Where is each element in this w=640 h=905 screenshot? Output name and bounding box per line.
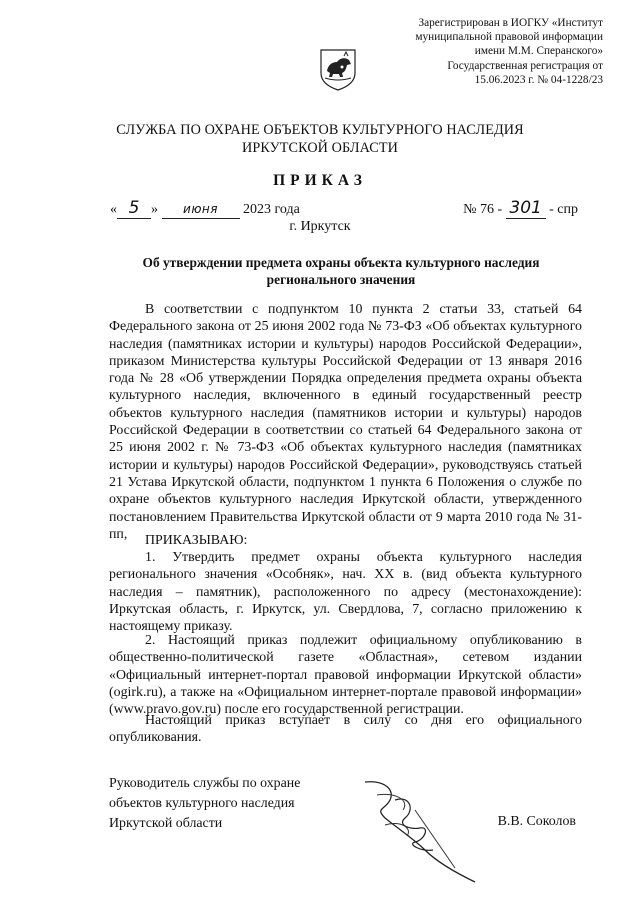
effective-clause	[109, 712, 582, 747]
signatory-position	[109, 774, 300, 834]
signatory-position-line: объектов культурного наследия	[109, 796, 295, 811]
order-number-prefix: № 76 -	[463, 202, 503, 217]
handwritten-day: 5	[128, 198, 140, 218]
order-word	[109, 532, 582, 549]
organization-name-line: СЛУЖБА ПО ОХРАНЕ ОБЪЕКТОВ КУЛЬТУРНОГО НАСЛЕДИЯ	[116, 122, 524, 138]
document-subject	[120, 254, 562, 288]
registration-line: имени М.М. Сперанского»	[474, 45, 603, 58]
date-year: 2023 года	[243, 202, 300, 217]
quote-open: «	[110, 202, 117, 217]
quote-close: »	[151, 202, 158, 217]
order-number	[463, 200, 578, 219]
signatory-position-line: Руководитель службы по охране	[109, 776, 301, 791]
signatory-position-line: Иркутской области	[109, 816, 223, 831]
subject-line: Об утверждении предмета охраны объекта культурного наследия	[142, 255, 540, 270]
order-item-1	[109, 549, 582, 635]
order-item-2-text: 2. Настоящий приказ подлежит официальному опубликованию в общественно-политической газете «Областная», сетевом издании «Официальный интернет-портал правовой информации Иркутской области» (ogirk.ru), а также на «Официальном интернет-портале правовой информации» (www.pravo.gov.ru) после его государственной регистрации.	[109, 633, 582, 718]
registration-line: 15.06.2023 г. № 04-1228/23	[474, 73, 603, 86]
handwritten-number: 301	[509, 198, 542, 218]
handwritten-signature	[355, 770, 505, 890]
preamble-paragraph	[109, 301, 582, 543]
organization-name-line: ИРКУТСКОЙ ОБЛАСТИ	[242, 140, 398, 156]
registration-line: Зарегистрирован в ИОГКУ «Институт	[418, 17, 603, 29]
document-type-title: ПРИКАЗ	[273, 172, 367, 189]
registration-stamp	[383, 16, 603, 87]
signatory-name: В.В. Соколов	[497, 814, 576, 829]
subject-line: регионального значения	[266, 272, 416, 287]
registration-line: Государственная регистрация от	[447, 59, 603, 72]
handwritten-month: июня	[183, 202, 218, 216]
order-date	[110, 200, 300, 219]
organization-name	[60, 121, 580, 157]
effective-clause-text: Настоящий приказ вступает в силу со дня его официального опубликования.	[109, 713, 582, 746]
order-item-2	[109, 632, 582, 718]
coat-of-arms-icon	[318, 47, 358, 91]
registration-line: муниципальной правовой информации	[415, 31, 603, 44]
order-number-suffix: - спр	[549, 202, 578, 217]
city: г. Иркутск	[289, 219, 351, 234]
order-item-1-text: 1. Утвердить предмет охраны объекта культурного наследия регионального значения «Особняк», нач. XX в. (вид объекта культурного наследия – памятник), расположенного по адресу (местонахождение): Иркутская область, г. Иркутск, ул. Свердлова, 7, согласно приложению к настоящему приказу.	[109, 550, 582, 635]
preamble-text: В соответствии с подпунктом 10 пункта 2 статьи 33, статьей 64 Федерального закона от 25 июня 2002 года № 73-ФЗ «Об объектах культурного наследия (памятниках истории и культуры) народов Российской Федерации», приказом Министерства культуры Российской Федерации от 13 января 2016 года № 28 «Об утверждении Порядка определения предмета охраны объекта культурного наследия, включенного в единый государственный реестр объектов культурного наследия (памятников истории и культуры) народов Российской Федерации в соответствии со статьей 64 Федерального закона от 25 июня 2002 г. № 73-ФЗ «Об объектах культурного наследия (памятниках истории и культуры) народов Российской Федерации», руководствуясь статьей 21 Устава Иркутской области, подпунктом 1 пункта 6 Положения о службе по охране объектов культурного наследия Иркутской области, утвержденного постановлением Правительства Иркутской области от 9 марта 2010 года № 31-пп,	[109, 302, 582, 542]
order-word-text: ПРИКАЗЫВАЮ:	[145, 533, 248, 548]
